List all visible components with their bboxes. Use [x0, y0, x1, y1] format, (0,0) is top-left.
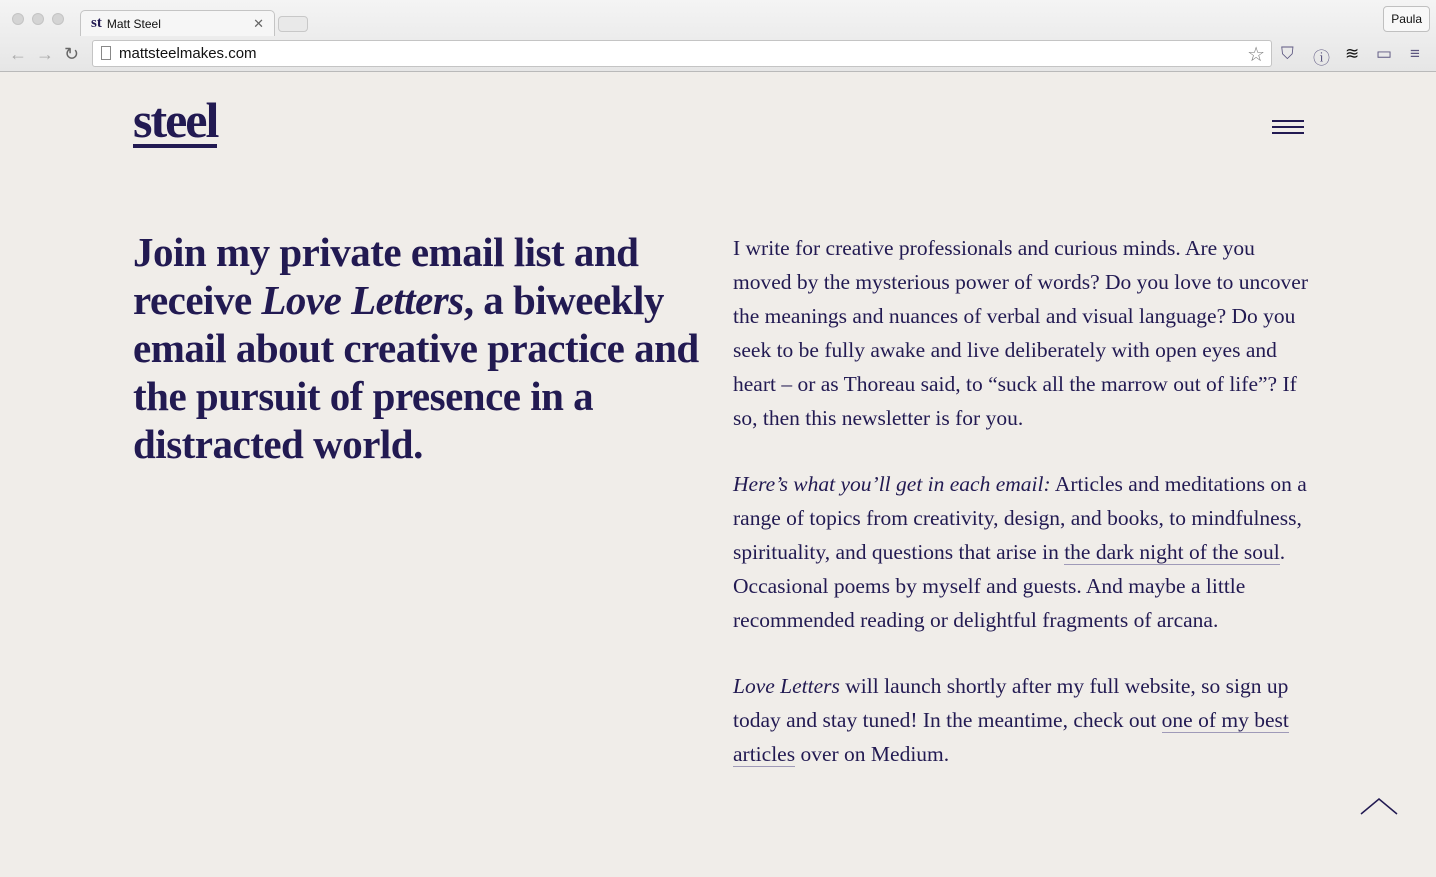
- minimize-window-button[interactable]: [32, 13, 44, 25]
- url-text[interactable]: mattsteelmakes.com: [119, 45, 257, 62]
- tab-title: Matt Steel: [106, 16, 161, 31]
- launch-text: will launch shortly after my full website, so sign up today and stay tuned! In the meantime, check out: [733, 674, 1289, 732]
- launch-lead: Love Letters: [733, 674, 840, 698]
- hamburger-menu-icon[interactable]: [1272, 120, 1304, 138]
- browser-tab[interactable]: [80, 10, 275, 36]
- profile-button[interactable]: Paula: [1383, 6, 1430, 32]
- page-icon: [101, 46, 111, 60]
- hero-heading: [133, 228, 713, 468]
- pocket-icon[interactable]: ⛉: [1281, 44, 1294, 63]
- onepassword-icon[interactable]: ⓘ: [1313, 49, 1330, 68]
- intro-paragraph: I write for creative professionals and curious minds. Are you moved by the mysterious power of words? Do you love to uncover the meanings and nuances of verbal and visual language? Do you seek to be fully awake and live deliberately with open eyes and heart – or as Thoreau said, to “suck all the marrow out of life”? If so, then this newsletter is for you.: [733, 236, 1309, 430]
- close-tab-icon[interactable]: ✕: [253, 16, 264, 31]
- what-lead: Here’s what you’ll get in each email:: [733, 472, 1051, 496]
- new-tab-button[interactable]: [278, 16, 308, 32]
- hero-text: Join my private email list and receive: [133, 229, 639, 323]
- address-bar[interactable]: [92, 40, 1272, 67]
- bookmark-star-icon[interactable]: ☆: [1247, 44, 1265, 66]
- what-text: Articles and meditations on a range of topics from creativity, design, and books, to mindfulness, spirituality, and questions that arise in: [733, 472, 1307, 564]
- chrome-menu-icon[interactable]: ≡: [1410, 44, 1420, 63]
- newsletter-description: [733, 231, 1308, 803]
- favicon-icon: st: [91, 15, 102, 31]
- window-controls[interactable]: [12, 13, 64, 25]
- hero-emphasis: Love Letters: [261, 277, 464, 323]
- close-window-button[interactable]: [12, 13, 24, 25]
- launch-text-end: over on Medium.: [795, 742, 950, 766]
- reload-icon[interactable]: ↻: [64, 44, 80, 64]
- launch-paragraph: [733, 669, 1308, 771]
- back-icon[interactable]: ←: [9, 44, 27, 64]
- dark-night-link[interactable]: the dark night of the soul: [1064, 540, 1280, 564]
- zoom-window-button[interactable]: [52, 13, 64, 25]
- cast-icon[interactable]: ▭: [1376, 44, 1393, 63]
- what-text-end: . Occasional poems by myself and guests. And maybe a little recommended reading or delightful fragments of arcana.: [733, 540, 1286, 632]
- hero-text-end: , a biweekly email about creative practice and the pursuit of presence in a distracted world.: [133, 277, 699, 467]
- scroll-to-top-icon[interactable]: [1360, 796, 1398, 816]
- site-logo[interactable]: steel: [133, 92, 218, 148]
- browser-chrome: [0, 0, 1436, 72]
- what-paragraph: [733, 467, 1308, 637]
- buffer-icon[interactable]: ≋: [1345, 44, 1360, 63]
- best-articles-link[interactable]: one of my best articles: [733, 708, 1289, 766]
- forward-icon[interactable]: →: [36, 44, 54, 64]
